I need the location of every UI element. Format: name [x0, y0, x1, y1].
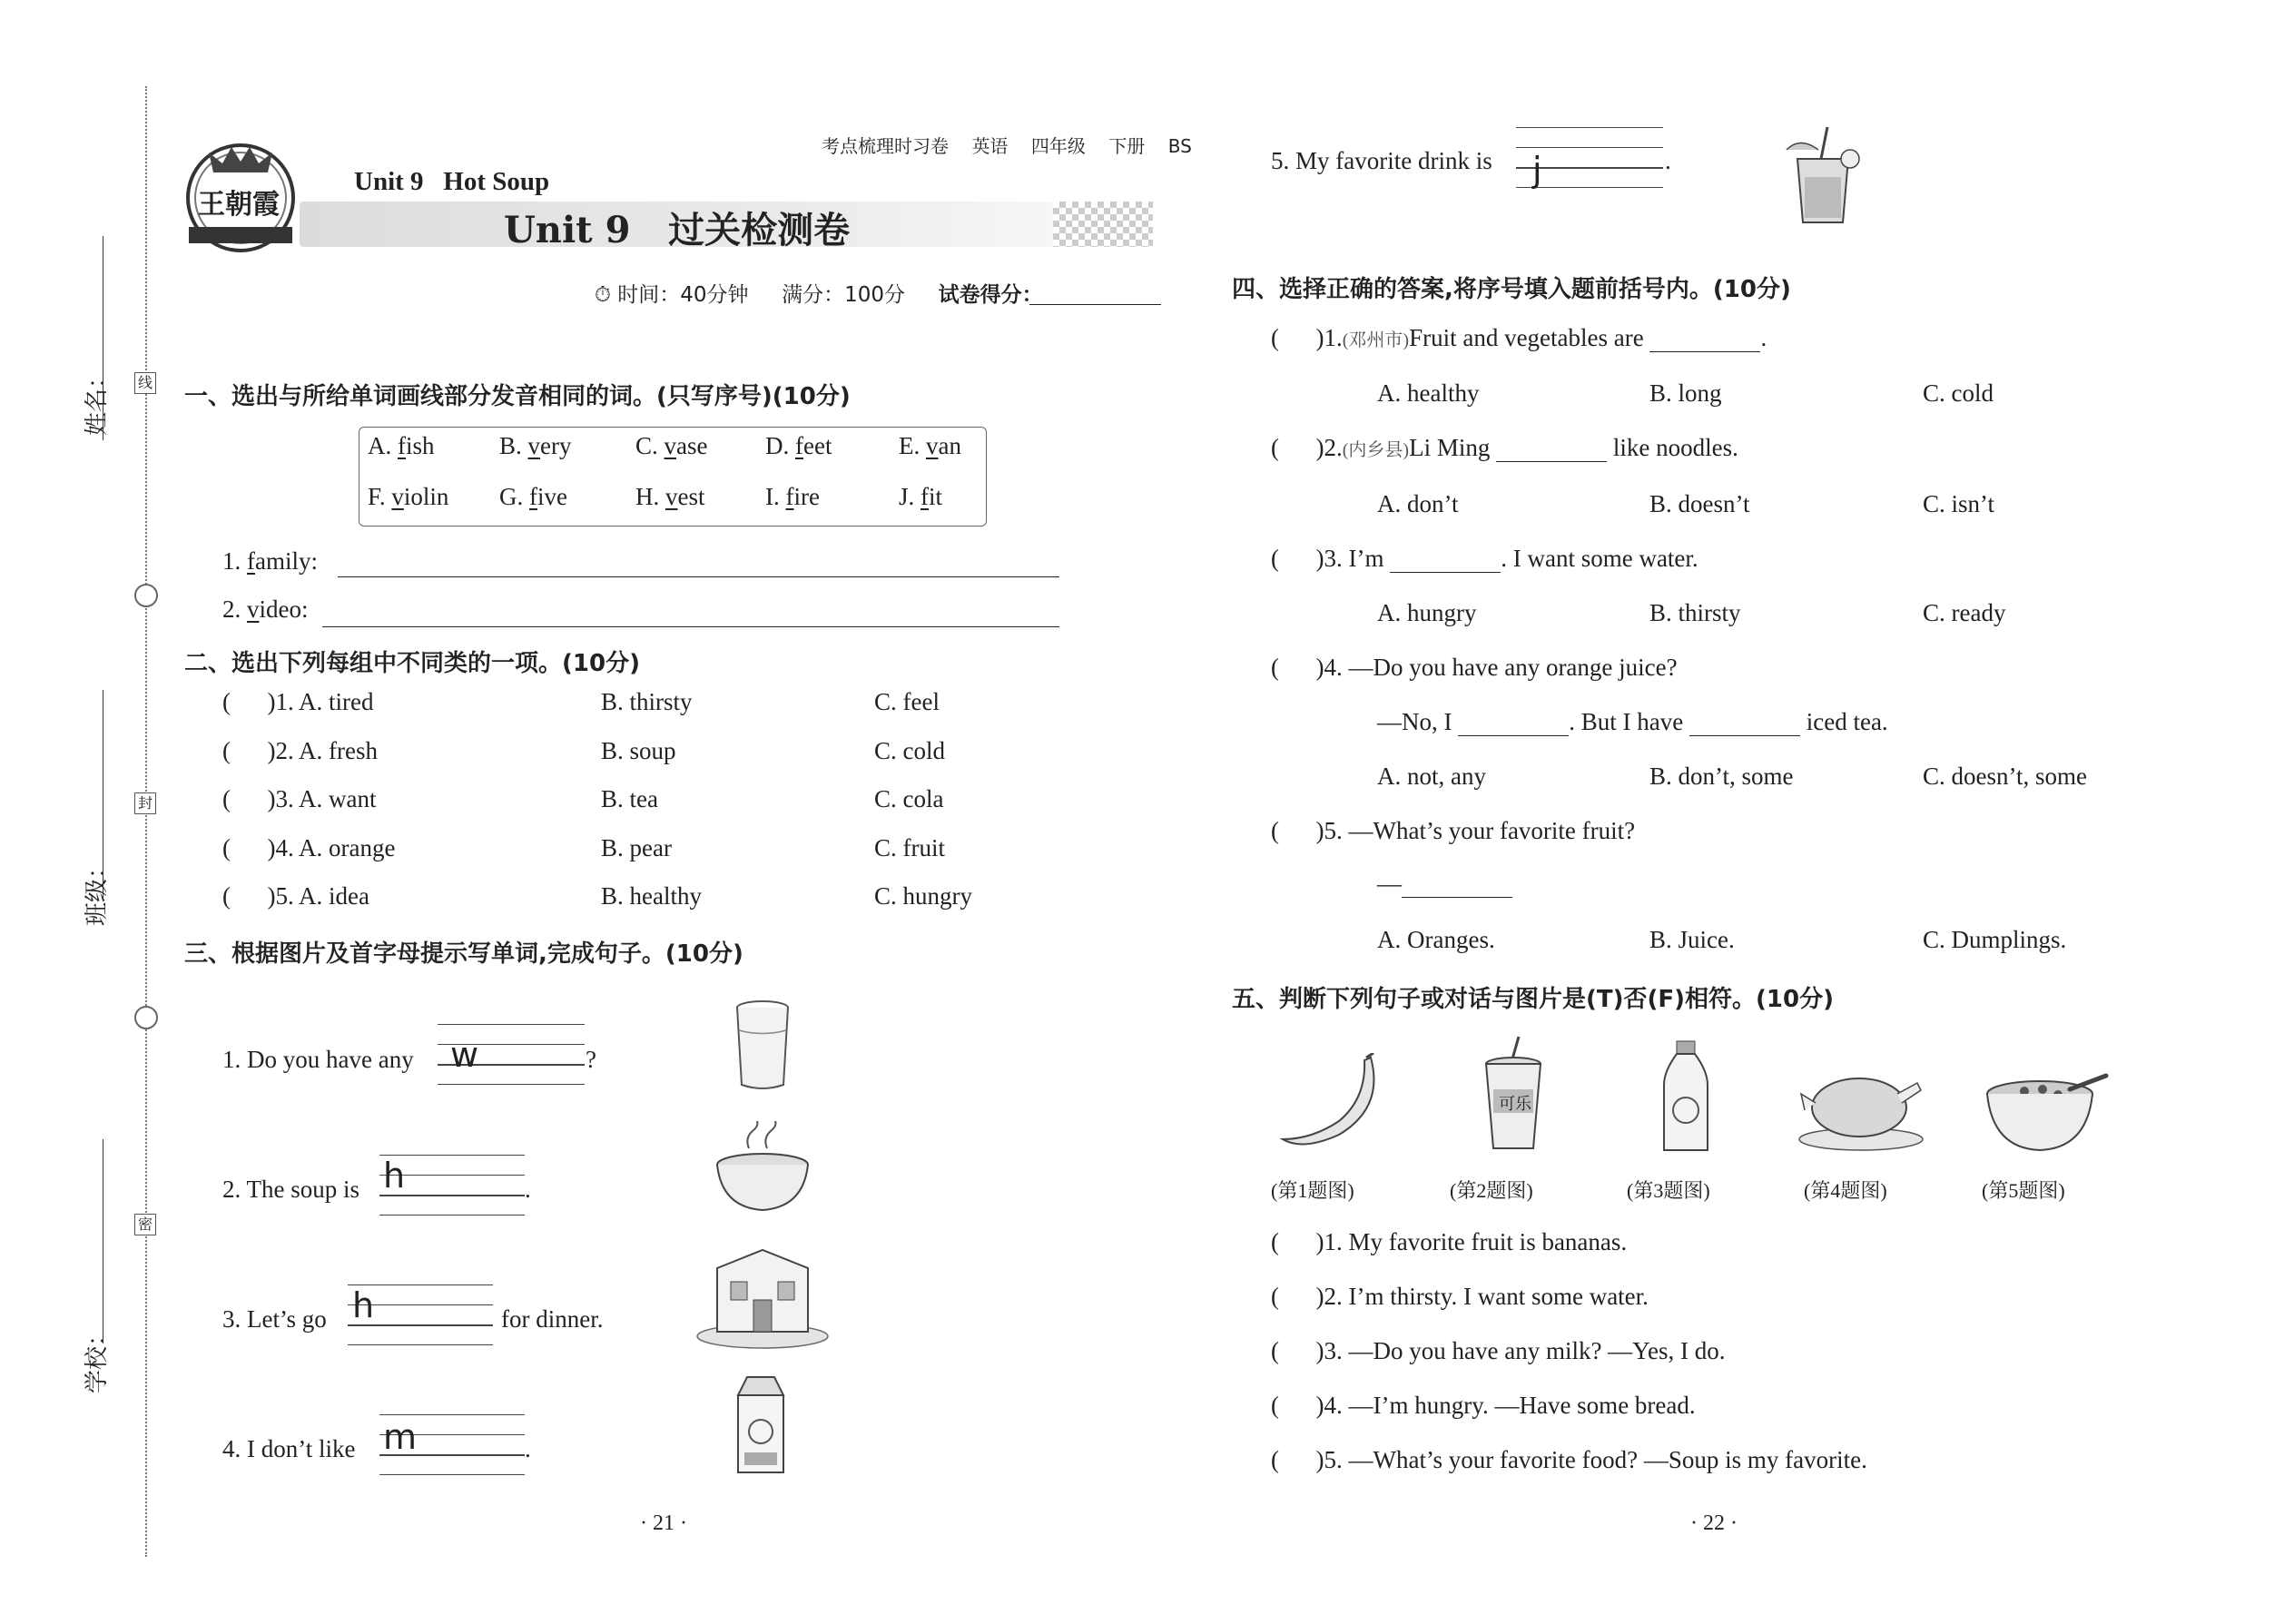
section4-heading: 四、选择正确的答案,将序号填入题前括号内。(10分): [1232, 276, 1791, 303]
s4-q5-option-c: C. Dumplings.: [1923, 926, 2067, 953]
s3-q2-post: .: [525, 1176, 531, 1203]
s2-item: ( )5. A. idea: [222, 882, 369, 910]
s3-q3-pre: 3. Let’s go: [222, 1305, 327, 1333]
class-label: 班级：: [84, 854, 111, 926]
s3-q1-pre: 1. Do you have any: [222, 1046, 414, 1073]
s4-q1: ( )1.(邓州市)Fruit and vegetables are .: [1271, 324, 1767, 351]
seal-seal-box: 封: [134, 792, 156, 814]
s3-q4-pre: 4. I don’t like: [222, 1435, 356, 1462]
section3-heading: 三、根据图片及首字母提示写单词,完成句子。(10分): [184, 940, 743, 968]
s3-q1-letter: w: [450, 1035, 479, 1075]
s5-item: ( )3. —Do you have any milk? —Yes, I do.: [1271, 1337, 1726, 1364]
s2-item: ( )1. A. tired: [222, 688, 374, 715]
s4-q3-option-a: A. hungry: [1377, 599, 1477, 626]
binding-dotted-line: [145, 86, 147, 1557]
answer-bracket[interactable]: (: [1271, 1392, 1316, 1419]
name-label: 姓名：: [84, 364, 111, 436]
word-option: H. vest: [635, 483, 705, 510]
page-number-right: · 22 ·: [1690, 1511, 1738, 1535]
s2-item: ( )2. A. fresh: [222, 736, 378, 764]
score-blank[interactable]: [1029, 304, 1161, 305]
clock-icon: ⏱: [595, 283, 611, 307]
s2-option-c: C. cola: [874, 785, 944, 812]
seal-secret-box: 密: [134, 1214, 156, 1235]
s2-option-c: C. cold: [874, 736, 945, 764]
s2-item: ( )4. A. orange: [222, 833, 396, 861]
s4-q4-option-c: C. doesn’t, some: [1923, 763, 2087, 790]
answer-bracket[interactable]: (: [1271, 654, 1316, 681]
s3-q3-post: for dinner.: [501, 1305, 604, 1333]
s4-q4-blank2[interactable]: [1689, 708, 1800, 736]
answer-bracket[interactable]: (: [1271, 817, 1316, 844]
s4-q5-option-a: A. Oranges.: [1377, 926, 1495, 953]
s1-q2: 2. video:: [222, 595, 309, 623]
s4-q4-blank1[interactable]: [1458, 708, 1569, 736]
soup-bowl-picture: [1984, 1071, 2111, 1157]
juice-glass-picture: [1777, 123, 1864, 231]
caption-3: (第3题图): [1627, 1179, 1710, 1202]
answer-bracket[interactable]: (: [222, 882, 268, 910]
s2-option-b: B. soup: [601, 736, 676, 764]
answer-bracket[interactable]: (: [222, 785, 268, 812]
word-option: B. very: [499, 432, 572, 459]
s4-q4-option-b: B. don’t, some: [1649, 763, 1794, 790]
flower-ornament-icon: [134, 584, 158, 607]
answer-bracket[interactable]: (: [1271, 545, 1316, 572]
answer-bracket[interactable]: (: [1271, 434, 1316, 461]
s4-q2-option-b: B. doesn’t: [1649, 490, 1750, 517]
s3-q5-post: .: [1665, 147, 1671, 174]
s3-q4-post: .: [525, 1435, 531, 1462]
page-title: Unit 9 过关检测卷: [504, 209, 851, 251]
s4-q5-blank[interactable]: [1402, 870, 1512, 898]
top-meta: 考点梳理时习卷 英语 四年级 下册 BS: [822, 135, 1192, 157]
s3-q5-pre: 5. My favorite drink is: [1271, 147, 1492, 174]
s3-q4-letter: m: [383, 1417, 418, 1457]
s4-q4-line2: —No, I . But I have iced tea.: [1377, 708, 1888, 735]
word-option: G. five: [499, 483, 567, 510]
answer-bracket[interactable]: (: [1271, 324, 1316, 351]
s4-q4: ( )4. —Do you have any orange juice?: [1271, 654, 1678, 681]
page-number-left: · 21 ·: [640, 1511, 687, 1535]
s3-q5-letter: j: [1532, 150, 1542, 190]
answer-bracket[interactable]: (: [1271, 1283, 1316, 1310]
house-picture: [694, 1245, 831, 1354]
hot-soup-bowl-picture: [713, 1121, 812, 1221]
s2-option-b: B. tea: [601, 785, 658, 812]
s5-item: ( )5. —What’s your favorite food? —Soup is my favorite.: [1271, 1446, 1867, 1473]
s4-q3-option-c: C. ready: [1923, 599, 2006, 626]
s4-q2-option-c: C. isn’t: [1923, 490, 1995, 517]
word-option: C. vase: [635, 432, 708, 459]
cola-cup-picture: [1475, 1035, 1552, 1157]
s4-q3-option-b: B. thirsty: [1649, 599, 1741, 626]
answer-bracket[interactable]: (: [1271, 1228, 1316, 1255]
s5-item: ( )2. I’m thirsty. I want some water.: [1271, 1283, 1649, 1310]
school-label: 学校：: [84, 1322, 111, 1393]
roast-chicken-picture: [1797, 1058, 1925, 1157]
answer-bracket[interactable]: (: [222, 833, 268, 861]
brand-logo: [182, 136, 300, 254]
banana-picture: [1275, 1053, 1389, 1157]
word-option: D. feet: [765, 432, 832, 459]
s5-item: ( )1. My favorite fruit is bananas.: [1271, 1228, 1628, 1255]
exam-info: ⏱ 时间：40分钟 满分：100分 试卷得分：: [595, 283, 1043, 307]
s4-q1-option-c: C. cold: [1923, 379, 1994, 407]
s2-option-b: B. thirsty: [601, 688, 693, 715]
caption-2: (第2题图): [1450, 1179, 1533, 1202]
flower-ornament-icon: [134, 1006, 158, 1029]
s4-q4-option-a: A. not, any: [1377, 763, 1486, 790]
s1-q2-answer-line[interactable]: [322, 626, 1059, 627]
milk-carton-picture: [733, 1373, 788, 1481]
s4-q1-option-b: B. long: [1649, 379, 1722, 407]
answer-bracket[interactable]: (: [222, 688, 268, 715]
s1-q1-answer-line[interactable]: [338, 576, 1059, 577]
s4-q3-blank[interactable]: [1390, 545, 1501, 573]
s4-q5-option-b: B. Juice.: [1649, 926, 1735, 953]
s2-option-c: C. feel: [874, 688, 940, 715]
word-option: J. fit: [899, 483, 943, 510]
answer-bracket[interactable]: (: [1271, 1446, 1316, 1473]
answer-bracket[interactable]: (: [222, 736, 268, 764]
caption-5: (第5题图): [1982, 1179, 2065, 1202]
s1-q1: 1. family:: [222, 547, 318, 575]
milk-bottle-picture: [1657, 1039, 1716, 1162]
word-option: A. fish: [368, 432, 435, 459]
s5-item: ( )4. —I’m hungry. —Have some bread.: [1271, 1392, 1696, 1419]
s2-option-c: C. fruit: [874, 833, 945, 861]
seal-line-box: 线: [134, 372, 156, 394]
s2-item: ( )3. A. want: [222, 785, 377, 812]
answer-bracket[interactable]: (: [1271, 1337, 1316, 1364]
word-option: E. van: [899, 432, 961, 459]
s3-q2-letter: h: [383, 1156, 406, 1196]
s3-q3-letter: h: [352, 1285, 375, 1325]
s2-option-b: B. healthy: [601, 882, 702, 910]
word-option: F. violin: [368, 483, 449, 510]
s4-q2-blank[interactable]: [1496, 434, 1607, 462]
caption-1: (第1题图): [1271, 1179, 1354, 1202]
word-option: I. fire: [765, 483, 820, 510]
s2-option-b: B. pear: [601, 833, 672, 861]
caption-4: (第4题图): [1804, 1179, 1887, 1202]
s4-q5-line2: —: [1377, 870, 1512, 898]
s4-q1-option-a: A. healthy: [1377, 379, 1480, 407]
s4-q2: ( )2.(内乡县)Li Ming like noodles.: [1271, 434, 1738, 461]
s3-q1-post: ?: [586, 1046, 596, 1073]
section2-heading: 二、选出下列每组中不同类的一项。(10分): [184, 650, 640, 677]
brand-name: 王朝霞: [198, 189, 280, 221]
s3-q2-pre: 2. The soup is: [222, 1176, 360, 1203]
s4-q3: ( )3. I’m . I want some water.: [1271, 545, 1698, 572]
checker-decoration: [1053, 202, 1153, 247]
s2-option-c: C. hungry: [874, 882, 972, 910]
section1-heading: 一、选出与所给单词画线部分发音相同的词。(只写序号)(10分): [184, 383, 851, 410]
section5-heading: 五、判断下列句子或对话与图片是(T)否(F)相符。(10分): [1232, 986, 1834, 1013]
s4-q5: ( )5. —What’s your favorite fruit?: [1271, 817, 1636, 844]
glass-of-water-picture: [731, 999, 794, 1098]
s4-q1-blank[interactable]: [1649, 324, 1760, 352]
cola-label: 可乐: [1499, 1095, 1531, 1114]
s4-q2-option-a: A. don’t: [1377, 490, 1459, 517]
unit-subtitle: Unit 9 Hot Soup: [354, 167, 550, 196]
